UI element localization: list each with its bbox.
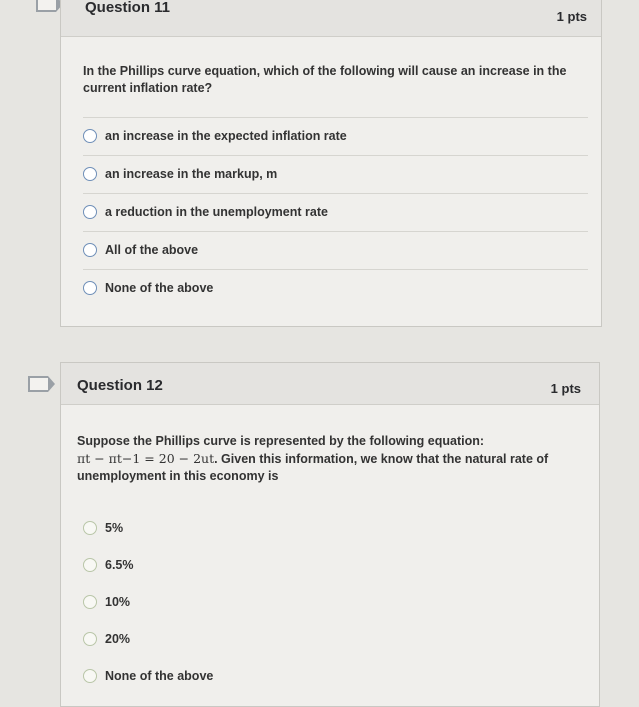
prompt-line: current inflation rate?	[83, 81, 213, 95]
answer-option[interactable]	[83, 231, 588, 267]
prompt-line: In the Phillips curve equation, which of the following will cause an increase in the	[83, 64, 567, 78]
question-12-title: Question 12	[77, 377, 163, 394]
answer-label: None of the above	[105, 280, 214, 295]
question-12-header	[61, 363, 599, 405]
prompt-line-rest: . Given this information, we know that the natural rate of	[214, 452, 549, 466]
radio-button[interactable]	[83, 669, 97, 683]
answer-label: All of the above	[105, 242, 199, 257]
radio-button[interactable]	[83, 632, 97, 646]
bookmark-icon[interactable]	[36, 0, 56, 12]
question-11-prompt	[83, 63, 583, 97]
question-11-points: 1 pts	[556, 9, 587, 24]
answer-option[interactable]	[83, 621, 563, 657]
answer-option[interactable]	[83, 510, 563, 546]
answer-label: 6.5%	[105, 558, 134, 572]
answer-label: None of the above	[105, 669, 214, 683]
radio-button[interactable]	[83, 167, 97, 181]
phillips-equation: πt − πt−1 = 20 − 2ut	[77, 451, 215, 466]
radio-button[interactable]	[83, 205, 97, 219]
question-11-header	[61, 0, 601, 37]
radio-button[interactable]	[83, 243, 97, 257]
radio-button[interactable]	[83, 521, 97, 535]
radio-button[interactable]	[83, 558, 97, 572]
answer-option[interactable]	[83, 155, 588, 191]
radio-button[interactable]	[83, 129, 97, 143]
answer-label: 5%	[105, 521, 124, 535]
answer-option[interactable]	[83, 193, 588, 229]
answer-option[interactable]	[83, 269, 588, 305]
prompt-line: Suppose the Phillips curve is represented by the following equation:	[77, 434, 485, 448]
answer-option[interactable]	[83, 658, 563, 694]
question-11-card	[60, 0, 602, 327]
answer-option[interactable]	[83, 117, 588, 153]
answer-label: an increase in the markup, m	[105, 166, 278, 181]
prompt-line: unemployment in this economy is	[77, 469, 279, 483]
question-12-card	[60, 362, 600, 707]
answer-label: a reduction in the unemployment rate	[105, 204, 328, 219]
question-12-points: 1 pts	[550, 381, 581, 396]
answer-label: an increase in the expected inflation rate	[105, 128, 347, 143]
question-12-prompt	[77, 433, 582, 485]
radio-button[interactable]	[83, 281, 97, 295]
bookmark-icon[interactable]	[28, 376, 48, 392]
question-11-title: Question 11	[85, 0, 171, 16]
radio-button[interactable]	[83, 595, 97, 609]
answer-label: 20%	[105, 632, 131, 646]
answer-label: 10%	[105, 595, 131, 609]
answer-option[interactable]	[83, 584, 563, 620]
answer-option[interactable]	[83, 547, 563, 583]
prompt-equation-line	[77, 450, 582, 468]
